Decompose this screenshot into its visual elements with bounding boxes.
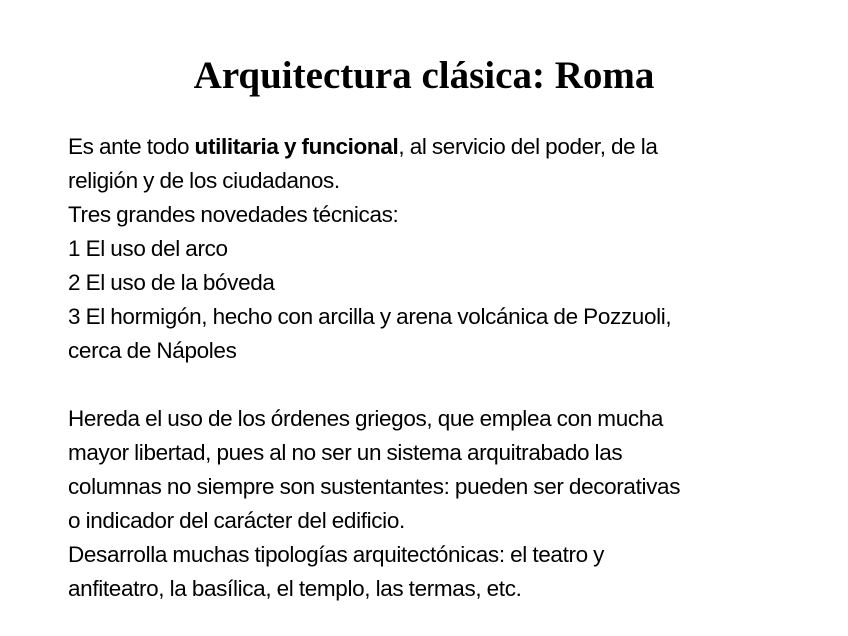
typologies-paragraph-line: Desarrolla muchas tipologías arquitectónicas: el teatro y (68, 542, 605, 567)
novelty-item: 3 El hormigón, hecho con arcilla y arena volcánica de Pozzuoli, (68, 304, 672, 329)
orders-paragraph-line: mayor libertad, pues al no ser un sistema arquitrabado las (68, 440, 623, 465)
novelty-item-continuation: cerca de Nápoles (68, 338, 237, 363)
typologies-paragraph-line: anfiteatro, la basílica, el templo, las termas, etc. (68, 576, 522, 601)
novelty-item: 1 El uso del arco (68, 236, 228, 261)
orders-paragraph-line: columnas no siempre son sustentantes: pueden ser decorativas (68, 474, 681, 499)
orders-paragraph-line: Hereda el uso de los órdenes griegos, que emplea con mucha (68, 406, 664, 431)
novelties-heading: Tres grandes novedades técnicas: (68, 202, 399, 227)
novelty-item: 2 El uso de la bóveda (68, 270, 275, 295)
paragraph-spacer (68, 368, 818, 402)
slide-title: Arquitectura clásica: Roma (193, 54, 655, 97)
intro-prefix: Es ante todo (68, 134, 195, 159)
intro-suffix: , al servicio del poder, de la (398, 134, 658, 159)
intro-bold-phrase: utilitaria y funcional (194, 134, 399, 159)
slide-body (68, 130, 818, 606)
orders-paragraph-line: o indicador del carácter del edificio. (68, 508, 405, 533)
intro-continuation: religión y de los ciudadanos. (68, 168, 340, 193)
intro-line (68, 130, 818, 164)
